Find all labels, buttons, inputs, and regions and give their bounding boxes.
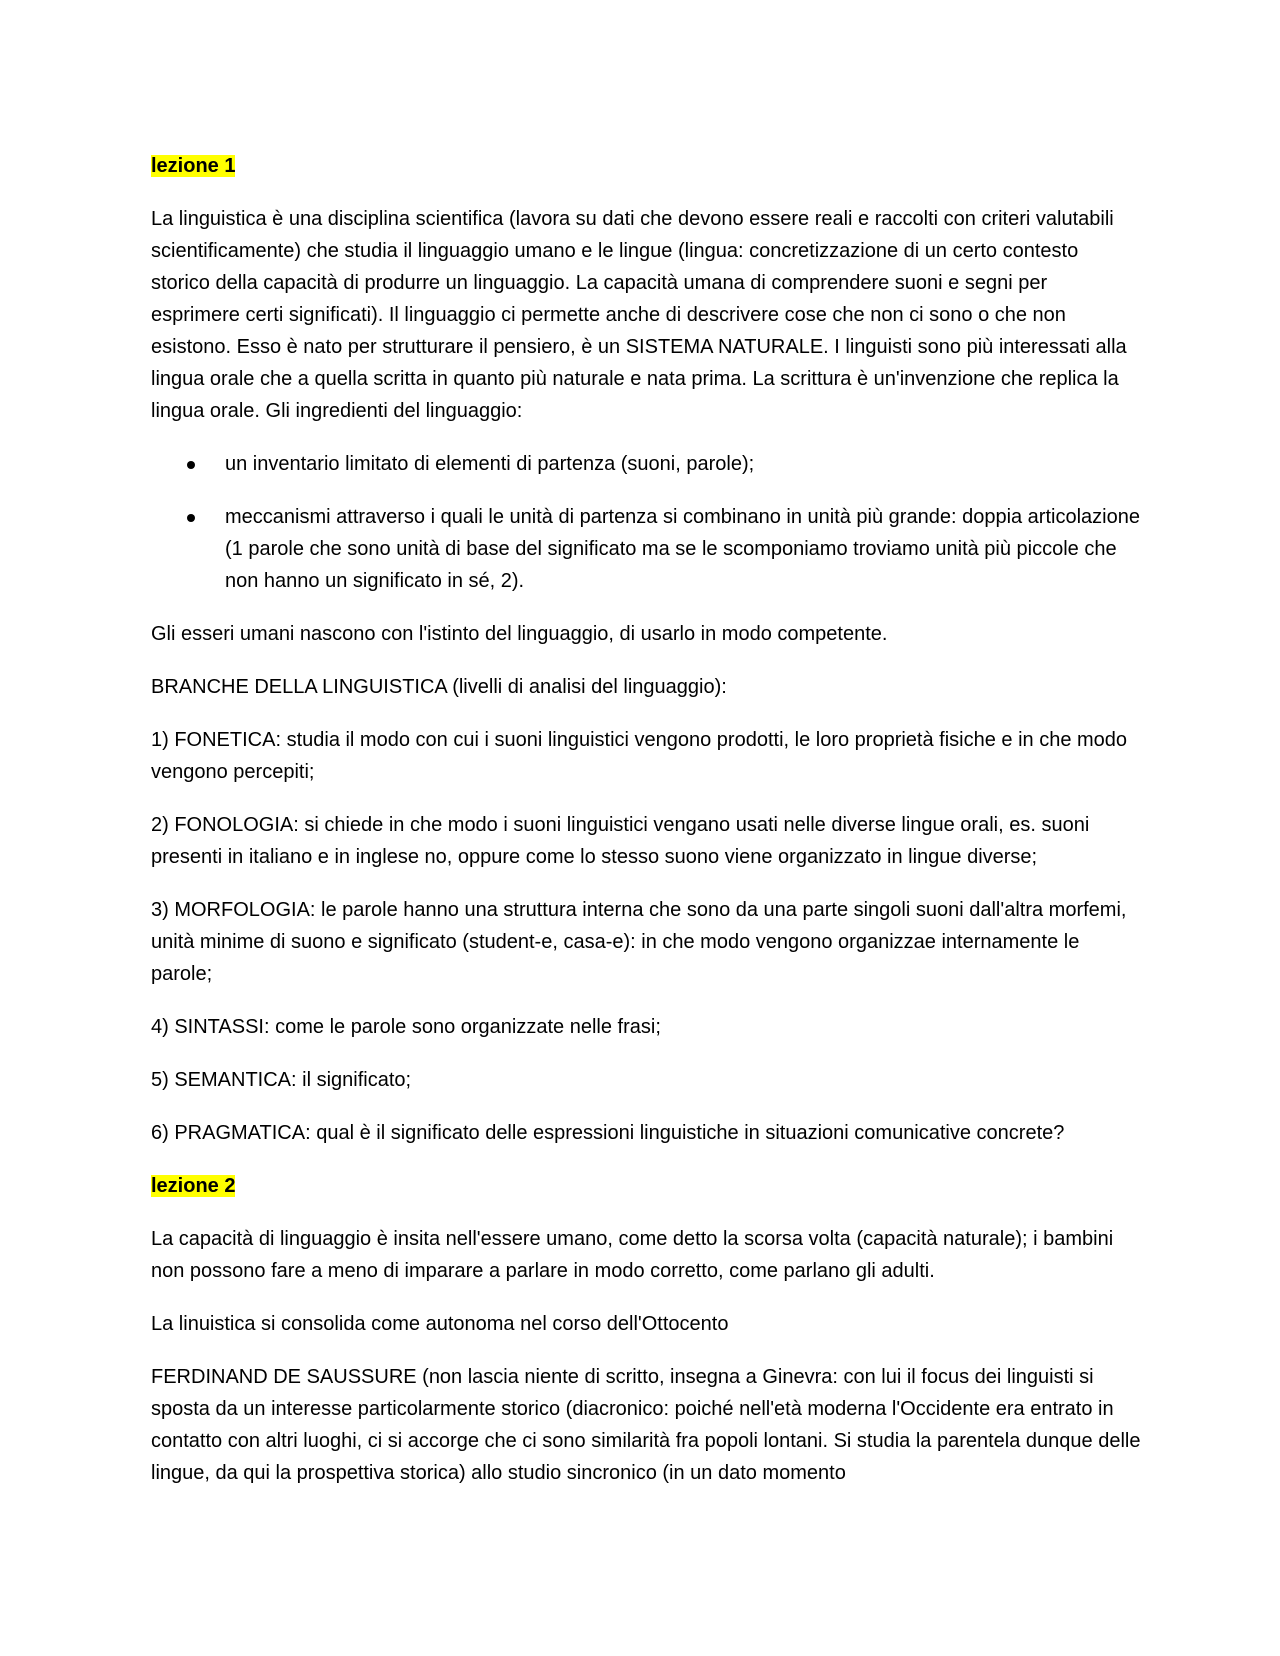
list-item [151,501,1141,597]
paragraph: La linuistica si consolida come autonoma nel corso dell'Ottocento [151,1313,729,1335]
branch-semantica: 5) SEMANTICA: il significato; [151,1069,412,1091]
highlighted-heading-text: lezione 2 [151,1175,236,1197]
branch-fonetica: 1) FONETICA: studia il modo con cui i suoni linguistici vengono prodotti, le loro proprietà fisiche e in che modo vengono percepiti; [151,729,1128,783]
branch-morfologia: 3) MORFOLOGIA: le parole hanno una struttura interna che sono da una parte singoli suoni dall'altra morfemi, unità minime di suono e significato (student-e, casa-e): in che modo vengono organizzae internamente le parole; [151,899,1127,985]
section-heading-lezione-1 [151,150,1141,182]
intro-paragraph: La linguistica è una disciplina scientifica (lavora su dati che devono essere reali e raccolti con criteri valutabili scientificamente) che studia il linguaggio umano e le lingue (lingua: concretizzazione di un certo contesto storico della capacità di produrre un linguaggio. La capacità umana di comprendere suoni e segni per esprimere certi significati). Il linguaggio ci permette anche di descrivere cose che non ci sono o che non esistono. Esso è nato per strutturare il pensiero, è un SISTEMA NATURALE. I linguisti sono più interessati alla lingua orale che a quella scritta in quanto più naturale e nata prima. La scrittura è un'invenzione che replica la lingua orale. Gli ingredienti del linguaggio: [151,208,1127,422]
branches-title: BRANCHE DELLA LINGUISTICA (livelli di analisi del linguaggio): [151,676,727,698]
paragraph: Gli esseri umani nascono con l'istinto del linguaggio, di usarlo in modo competente. [151,623,888,645]
paragraph: La capacità di linguaggio è insita nell'essere umano, come detto la scorsa volta (capacità naturale); i bambini non possono fare a meno di imparare a parlare in modo corretto, come parlano gli adulti. [151,1228,1114,1282]
list-item-text: un inventario limitato di elementi di partenza (suoni, parole); [225,453,755,475]
branch-sintassi: 4) SINTASSI: come le parole sono organizzate nelle frasi; [151,1016,661,1038]
bullet-icon [187,461,195,469]
highlighted-heading-text: lezione 1 [151,155,236,177]
paragraph-saussure: FERDINAND DE SAUSSURE (non lascia niente di scritto, insegna a Ginevra: con lui il focus dei linguisti si sposta da un interesse particolarmente storico (diacronico: poiché nell'età moderna l'Occidente era entrato in contatto con altri luoghi, ci si accorge che ci sono similarità fra popoli lontani. Si studia la parentela dunque delle lingue, da qui la prospettiva storica) allo studio sincronico (in un dato momento [151,1366,1141,1484]
section-heading-lezione-2 [151,1170,1141,1202]
list-item [151,448,1141,480]
bullet-icon [187,514,195,522]
branch-pragmatica: 6) PRAGMATICA: qual è il significato delle espressioni linguistiche in situazioni comunicative concrete? [151,1122,1065,1144]
document-page [151,150,1141,1510]
list-item-text: meccanismi attraverso i quali le unità di partenza si combinano in unità più grande: doppia articolazione (1 parole che sono unità di base del significato ma se le scomponiamo troviamo unità più piccole che non hanno un significato in sé, 2). [225,506,1140,592]
branch-fonologia: 2) FONOLOGIA: si chiede in che modo i suoni linguistici vengano usati nelle diverse lingue orali, es. suoni presenti in italiano e in inglese no, oppure come lo stesso suono viene organizzato in lingue diverse; [151,814,1090,868]
ingredients-list [151,448,1141,597]
